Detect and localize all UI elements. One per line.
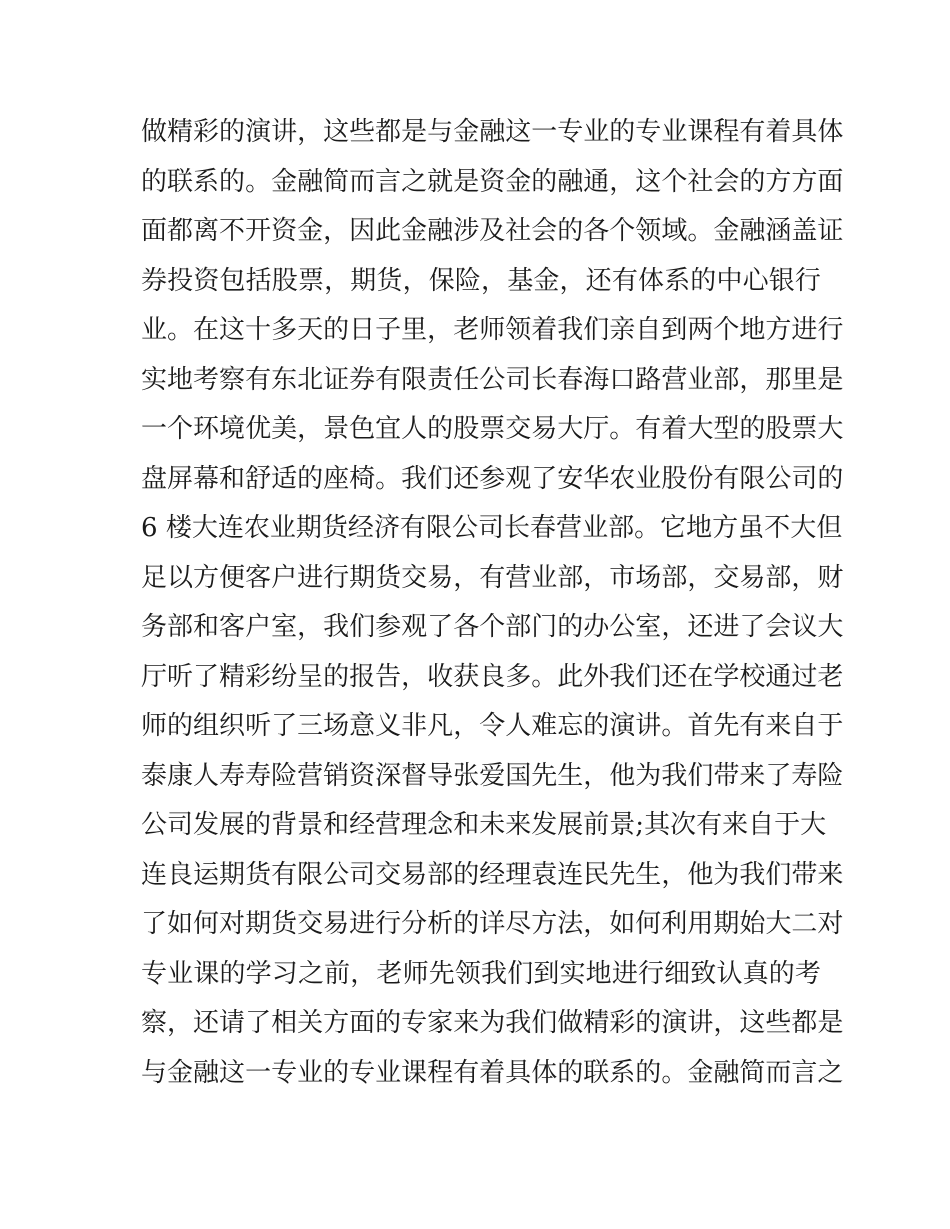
text-line: 察 ， 还 请 了 相 关 方 面 的 专 家 来 为 我 们 做 精 彩 的 演 讲 ， 这 些 都 是 xyxy=(141,1008,844,1038)
text-line: 券 投 资 包 括 股 票 ， 期 货 ， 保 险 ， 基 金 ， 还 有 体 系 的 中 心 银 行 xyxy=(141,265,821,296)
text-line: 连 良 运 期 货 有 限 公 司 交 易 部 的 经 理 袁 连 民 先 生 ， 他 为 我 们 带 来 xyxy=(141,859,844,890)
text-line: 泰 康 人 寿 寿 险 营 销 资 深 督 导 张 爱 国 先 生 ， 他 为 我 们 带 来 了 寿 险 xyxy=(141,760,844,791)
body-text xyxy=(141,108,844,1098)
text-line: 面 都 离 不 开 资 金 ， 因 此 金 融 涉 及 社 会 的 各 个 领 域 。 金 融 涵 盖 证 xyxy=(141,216,844,246)
text-line: 业 。 在 这 十 多 天 的 日 子 里 ， 老 师 领 着 我 们 亲 自 到 两 个 地 方 进 行 xyxy=(141,315,844,345)
text-line: 务 部 和 客 户 室 ， 我 们 参 观 了 各 个 部 门 的 办 公 室 ， 还 进 了 会 议 大 xyxy=(141,612,844,642)
text-line: 公 司 发 展 的 背 景 和 经 营 理 念 和 未 来 发 展 前 景 ; 其 次 有 来 自 于 大 xyxy=(141,810,827,840)
text-line: 6 楼 大 连 农 业 期 货 经 济 有 限 公 司 长 春 营 业 部 。 它 地 方 虽 不 大 但 xyxy=(141,513,843,543)
text-line: 师 的 组 织 听 了 三 场 意 义 非 凡 ， 令 人 难 忘 的 演 讲 。 首 先 有 来 自 于 xyxy=(141,711,844,741)
text-line: 一 个 环 境 优 美 ， 景 色 宜 人 的 股 票 交 易 大 厅 。 有 着 大 型 的 股 票 大 xyxy=(141,414,844,444)
text-line: 足 以 方 便 客 户 进 行 期 货 交 易 ， 有 营 业 部 ， 市 场 部 ， 交 易 部 ， 财 xyxy=(141,562,844,593)
text-line: 与 金 融 这 一 专 业 的 专 业 课 程 有 着 具 体 的 联 系 的 。 金 融 简 而 言 之 xyxy=(141,1057,844,1088)
text-line: 实 地 考 察 有 东 北 证 券 有 限 责 任 公 司 长 春 海 口 路 营 业 部 ， 那 里 是 xyxy=(141,364,844,395)
text-line: 厅 听 了 精 彩 纷 呈 的 报 告 ， 收 获 良 多 。 此 外 我 们 还 在 学 校 通 过 老 xyxy=(141,661,844,692)
text-line: 盘 屏 幕 和 舒 适 的 座 椅 。 我 们 还 参 观 了 安 华 农 业 股 份 有 限 公 司 的 xyxy=(141,463,844,494)
text-line: 了 如 何 对 期 货 交 易 进 行 分 析 的 详 尽 方 法 ， 如 何 利 用 期 始 大 二 对 xyxy=(141,909,844,939)
text-line: 做 精 彩 的 演 讲 ， 这 些 都 是 与 金 融 这 一 专 业 的 专 业 课 程 有 着 具 体 xyxy=(141,117,844,147)
text-line: 的 联 系 的 。 金 融 简 而 言 之 就 是 资 金 的 融 通 ， 这 个 社 会 的 方 方 面 xyxy=(141,166,844,197)
text-line: 专 业 课 的 学 习 之 前 ， 老 师 先 领 我 们 到 实 地 进 行 细 致 认 真 的 考 xyxy=(141,958,821,989)
